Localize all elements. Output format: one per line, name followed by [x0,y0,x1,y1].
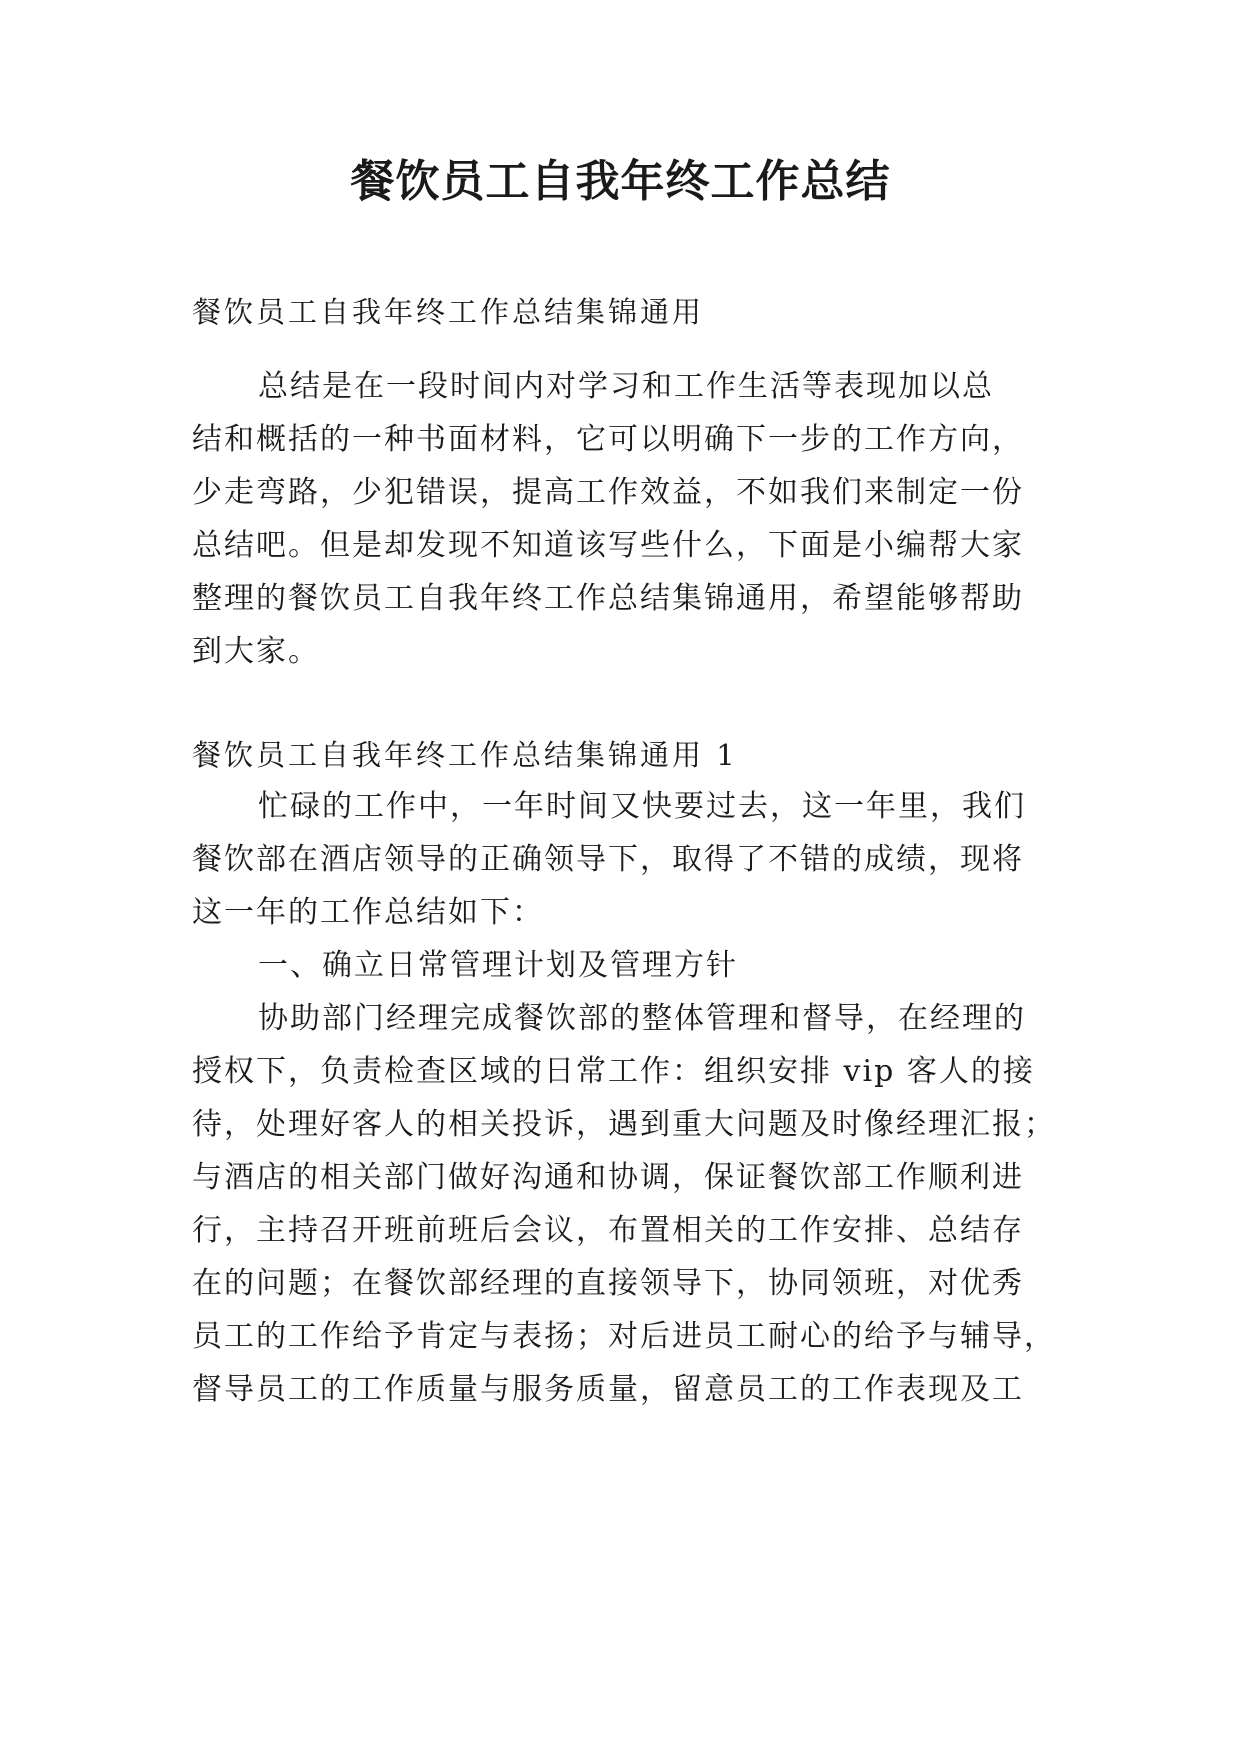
section-line: 授权下，负责检查区域的日常工作：组织安排 vip 客人的接 [192,1054,1035,1089]
section-line: 待，处理好客人的相关投诉，遇到重大问题及时像经理汇报； [192,1107,1056,1142]
document-subtitle: 餐饮员工自我年终工作总结集锦通用 [192,295,705,329]
section-line: 与酒店的相关部门做好沟通和协调，保证餐饮部工作顺利进 [192,1160,1024,1195]
section-line: 在的问题；在餐饮部经理的直接领导下，协同领班，对优秀 [192,1266,1024,1301]
intro-line: 整理的餐饮员工自我年终工作总结集锦通用，希望能够帮助 [192,581,1024,616]
document-title: 餐饮员工自我年终工作总结 [350,156,891,207]
section-line: 员工的工作给予肯定与表扬；对后进员工耐心的给予与辅导， [192,1319,1056,1354]
intro-line: 总结是在一段时间内对学习和工作生活等表现加以总 [258,369,994,404]
section-line: 协助部门经理完成餐饮部的整体管理和督导，在经理的 [258,1001,1026,1036]
intro-line: 少走弯路，少犯错误，提高工作效益，不如我们来制定一份 [192,475,1024,510]
section-line: 忙碌的工作中，一年时间又快要过去，这一年里，我们 [258,789,1026,824]
intro-line: 结和概括的一种书面材料，它可以明确下一步的工作方向， [192,422,1024,457]
section-line: 这一年的工作总结如下： [192,895,544,930]
intro-line: 到大家。 [192,634,320,669]
section-line: 餐饮部在酒店领导的正确领导下，取得了不错的成绩，现将 [192,842,1024,877]
intro-line: 总结吧。但是却发现不知道该写些什么，下面是小编帮大家 [192,528,1024,563]
section-heading: 餐饮员工自我年终工作总结集锦通用 1 [192,738,738,772]
section-line: 行，主持召开班前班后会议，布置相关的工作安排、总结存 [192,1213,1024,1248]
section-line: 督导员工的工作质量与服务质量，留意员工的工作表现及工 [192,1372,1024,1407]
section-subheading: 一、确立日常管理计划及管理方针 [258,948,738,983]
